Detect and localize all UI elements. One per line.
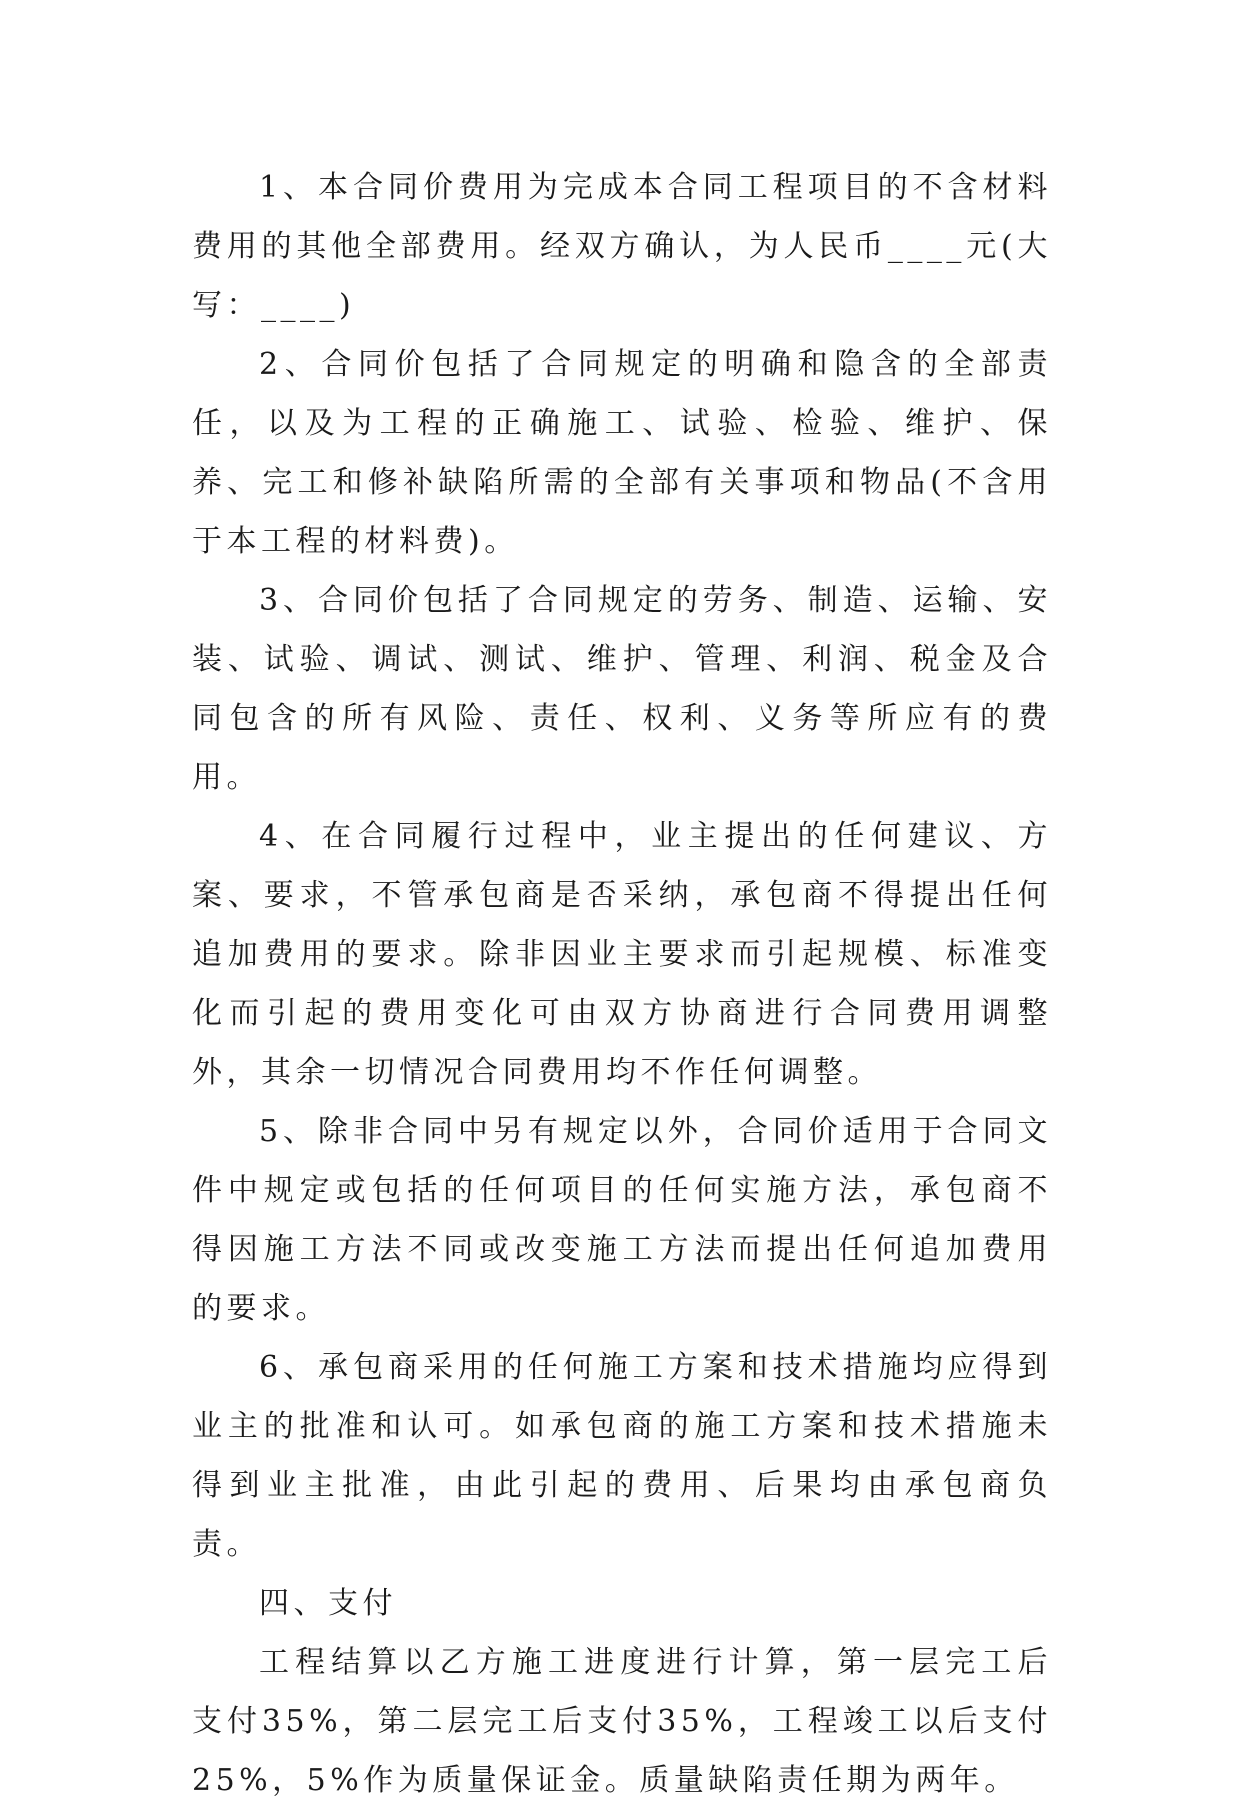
paragraph-clause-3: 3、合同价包括了合同规定的劳务、制造、运输、安装、试验、调试、测试、维护、管理、利润、税金及合同包含的所有风险、责任、权利、义务等所应有的费用。 (192, 583, 1052, 795)
document-body (192, 158, 1052, 1810)
paragraph-clause-4: 4、在合同履行过程中，业主提出的任何建议、方案、要求，不管承包商是否采纳，承包商不得提出任何追加费用的要求。除非因业主要求而引起规模、标准变化而引起的费用变化可由双方协商进行合同费用调整外，其余一切情况合同费用均不作任何调整。 (192, 819, 1052, 1090)
paragraph-clause-6: 6、承包商采用的任何施工方案和技术措施均应得到业主的批准和认可。如承包商的施工方案和技术措施未得到业主批准，由此引起的费用、后果均由承包商负责。 (192, 1350, 1052, 1562)
section-heading-payment: 四、支付 (259, 1586, 397, 1621)
paragraph-clause-2: 2、合同价包括了合同规定的明确和隐含的全部责任，以及为工程的正确施工、试验、检验、维护、保养、完工和修补缺陷所需的全部有关事项和物品(不含用于本工程的材料费)。 (192, 347, 1052, 559)
paragraph-payment-terms: 工程结算以乙方施工进度进行计算，第一层完工后支付35%，第二层完工后支付35%，工程竣工以后支付25%，5%作为质量保证金。质量缺陷责任期为两年。 (192, 1645, 1052, 1798)
paragraph-clause-1: 1、本合同价费用为完成本合同工程项目的不含材料费用的其他全部费用。经双方确认，为人民币____元(大写：____) (192, 170, 1052, 323)
paragraph-clause-5: 5、除非合同中另有规定以外，合同价适用于合同文件中规定或包括的任何项目的任何实施方法，承包商不得因施工方法不同或改变施工方法而提出任何追加费用的要求。 (192, 1114, 1052, 1326)
